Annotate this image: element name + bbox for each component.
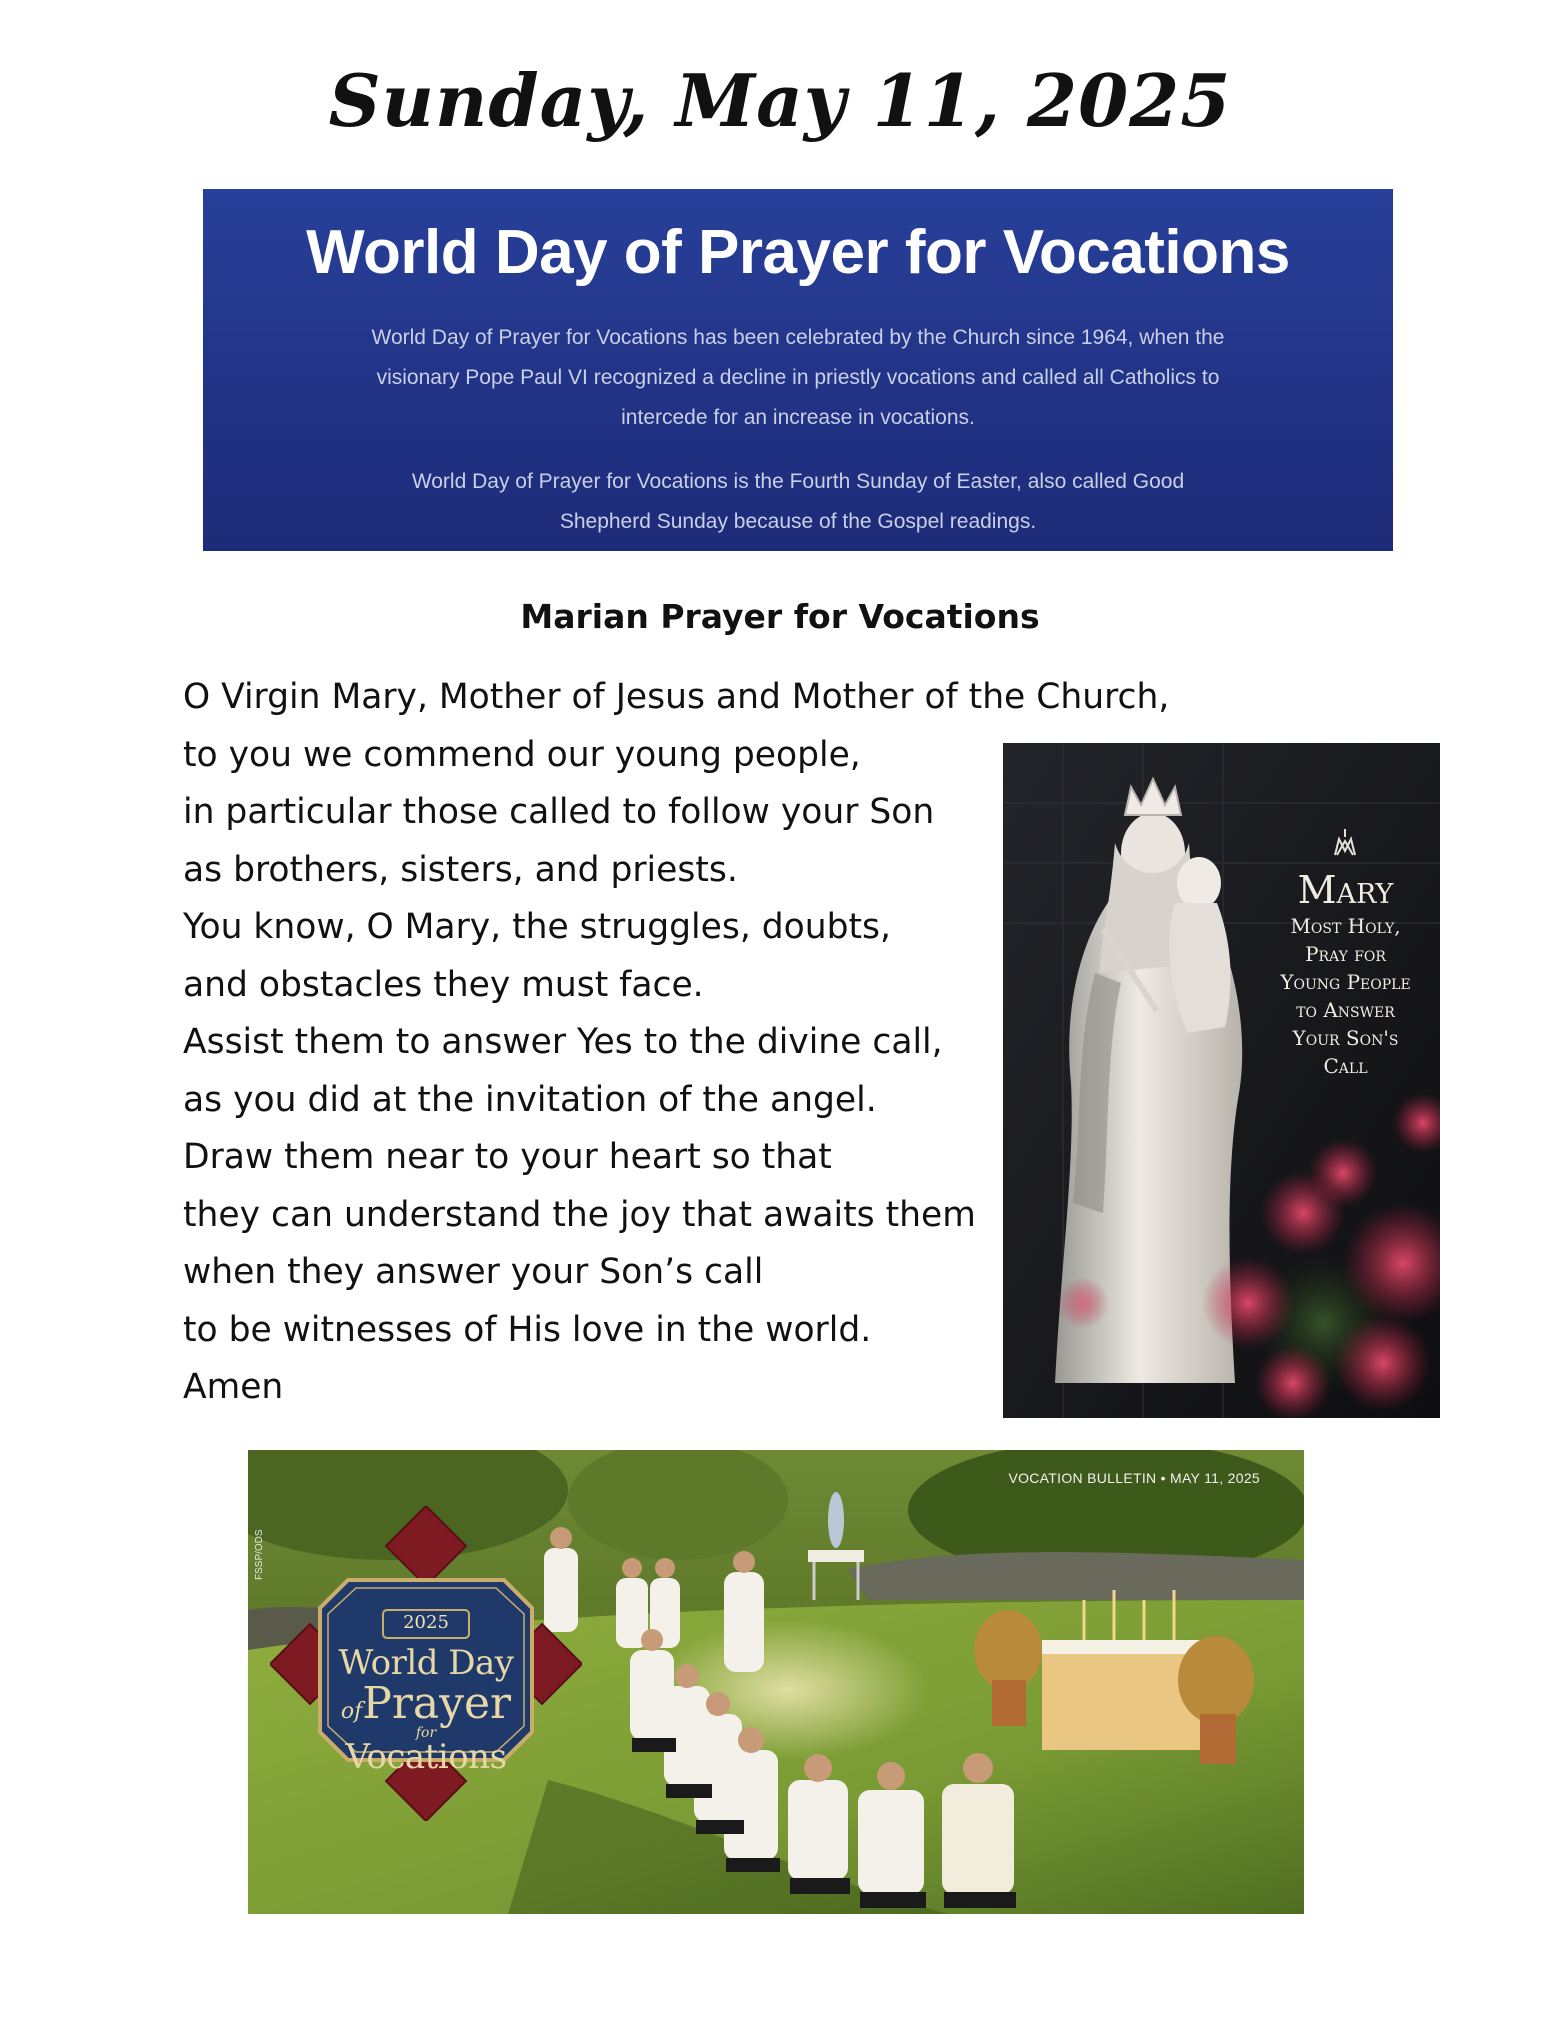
prayer-line: to you we commend our young people,	[183, 734, 861, 775]
prayer-line: as you did at the invitation of the angel.	[183, 1079, 877, 1120]
bulletin-caption: VOCATION BULLETIN • MAY 11, 2025	[1008, 1470, 1260, 1486]
prayer-line: in particular those called to follow your Son	[183, 792, 935, 832]
mary-card-text	[1253, 868, 1438, 1080]
prayer-text	[183, 669, 1170, 1417]
prayer-line: Assist them to answer Yes to the divine call,	[183, 1022, 943, 1062]
mary-statue-image	[1003, 743, 1440, 1418]
prayer-line: to be witnesses of His love in the world.	[183, 1309, 872, 1350]
logo-of: of	[340, 1699, 363, 1724]
prayer-line: and obstacles they must face.	[183, 964, 704, 1005]
mary-card-title: Mary	[1297, 868, 1394, 912]
prayer-line: Amen	[183, 1367, 284, 1407]
prayer-line: as brothers, sisters, and priests.	[183, 849, 738, 890]
mary-card-line: Most Holy,	[1290, 914, 1401, 938]
photo-credit: FSSP/ODS	[254, 1529, 265, 1580]
banner-title: World Day of Prayer for Vocations	[306, 218, 1290, 287]
world-day-of-prayer-logo	[270, 1506, 582, 1821]
prayer-line: when they answer your Son’s call	[183, 1252, 764, 1292]
bulletin-photo	[248, 1450, 1304, 1914]
mary-card-line: Pray for	[1305, 942, 1386, 966]
mary-statue-card	[1003, 743, 1440, 1418]
logo-year: 2025	[403, 1612, 449, 1633]
date-heading: Sunday, May 11, 2025	[328, 58, 1232, 143]
logo-line-prayer	[330, 1678, 522, 1729]
mary-card-line: Young People	[1280, 970, 1411, 994]
prayer-line: Draw them near to your heart so that	[183, 1137, 832, 1177]
mary-card-line: Your Son's	[1292, 1026, 1399, 1050]
mary-card-line: to Answer	[1296, 998, 1395, 1022]
logo-text	[330, 1643, 522, 1777]
logo-line-world-day: World Day	[338, 1643, 514, 1683]
mary-card-line: Call	[1323, 1054, 1368, 1078]
logo-line-for: for	[415, 1725, 437, 1741]
prayer-line: they can understand the joy that awaits them	[183, 1194, 976, 1235]
prayer-line: You know, O Mary, the struggles, doubts,	[183, 907, 891, 947]
banner-paragraph-history: World Day of Prayer for Vocations has been celebrated by the Church since 1964, when the visionary Pope Paul VI recognized a decline in priestly vocations and called all Catholics to intercede for an increase in vocations.	[371, 326, 1225, 429]
prayer-line: O Virgin Mary, Mother of Jesus and Mother of the Church,	[183, 677, 1170, 717]
logo-line-vocations: Vocations	[345, 1737, 507, 1777]
prayer-title: Marian Prayer for Vocations	[520, 597, 1040, 636]
vocations-banner	[203, 189, 1393, 551]
banner-paragraph-date: World Day of Prayer for Vocations is the Fourth Sunday of Easter, also called Good Shepherd Sunday because of the Gospel readings.	[411, 470, 1185, 533]
logo-prayer: Prayer	[362, 1678, 512, 1729]
